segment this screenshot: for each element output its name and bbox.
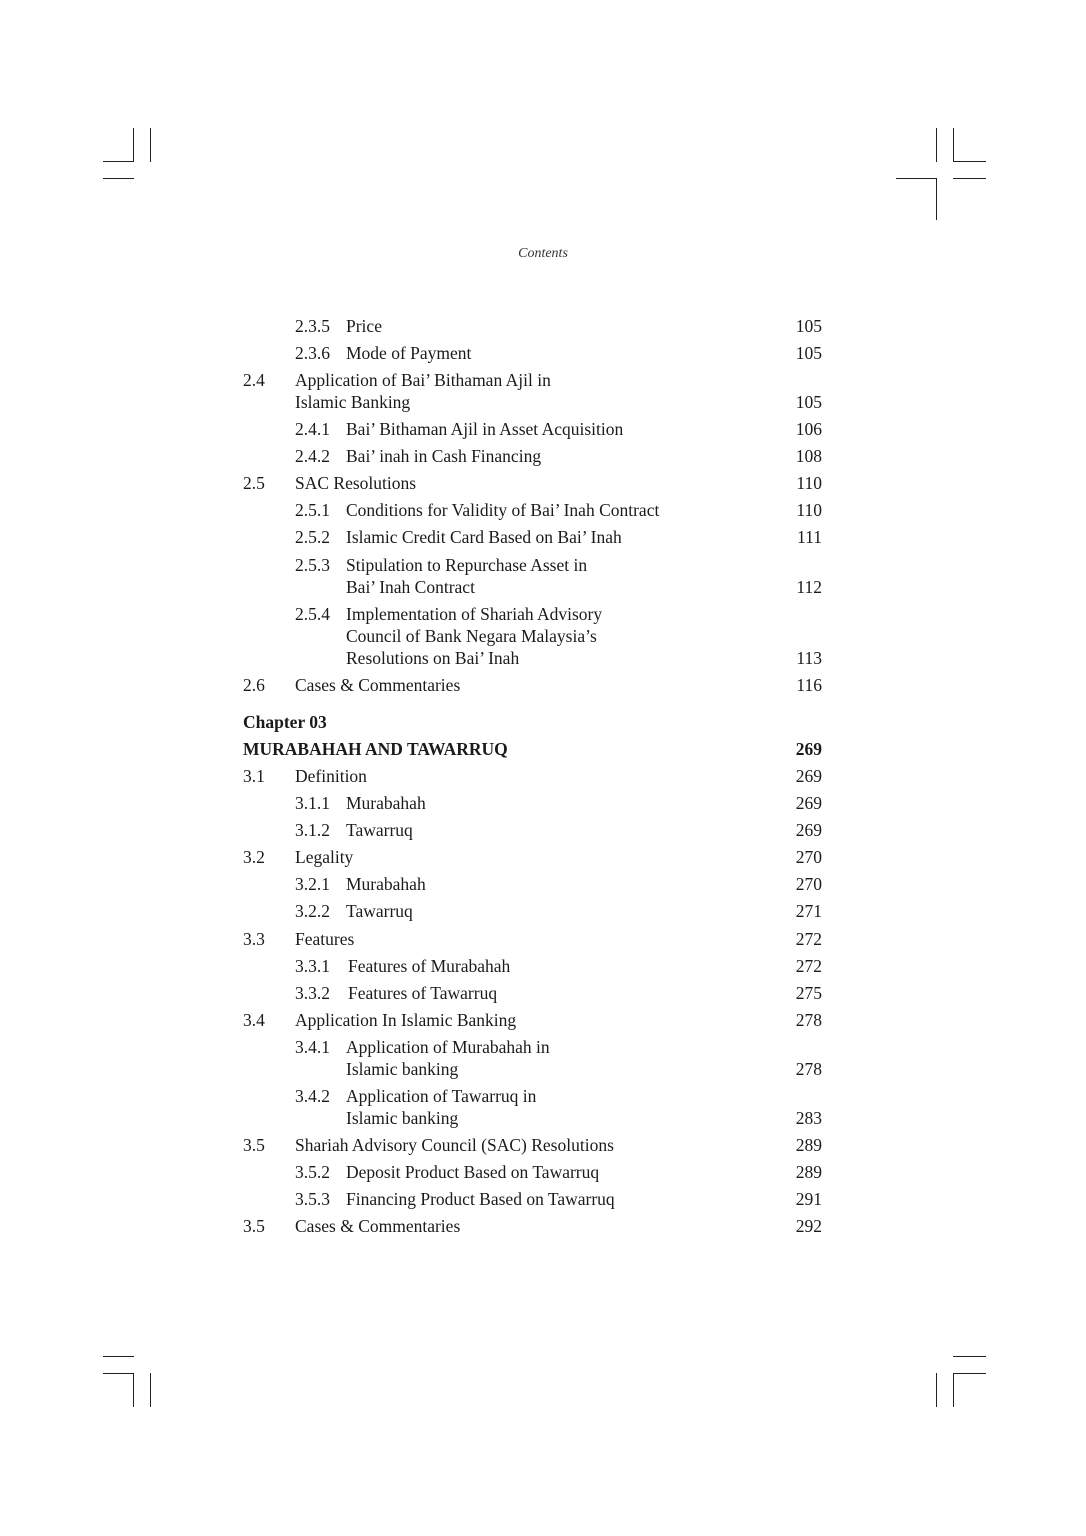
toc-entry-title: Shariah Advisory Council (SAC) Resolutions xyxy=(295,1135,614,1155)
toc-entry-page: 105 xyxy=(795,316,822,336)
toc-entry-title-line: Application of Bai’ Bithaman Ajil in xyxy=(295,370,551,390)
toc-entry-number: 3.2 xyxy=(243,847,265,867)
toc-entry-number: 3.1 xyxy=(243,766,265,786)
toc-entry-number: 3.3.2 xyxy=(295,983,330,1003)
toc-entry-title: Deposit Product Based on Tawarruq xyxy=(346,1162,600,1182)
toc-entry[interactable] xyxy=(0,1036,1086,1080)
toc-entry-title: Features of Murabahah xyxy=(348,956,511,976)
toc-entry-title-line: Islamic Banking xyxy=(295,392,411,412)
toc-entry-number: 3.3 xyxy=(243,929,265,949)
toc-entry-page: 111 xyxy=(797,527,822,547)
toc-entry-number: 2.6 xyxy=(243,675,265,695)
toc-entry-page: 270 xyxy=(795,874,822,894)
toc-entry-number: 3.4.2 xyxy=(295,1086,330,1106)
toc-entry-number: 2.3.5 xyxy=(295,316,330,336)
toc-entry-page: 272 xyxy=(795,956,822,976)
toc-entry-page: 271 xyxy=(795,901,822,921)
toc-entry-number: 2.4.2 xyxy=(295,446,330,466)
toc-entry-title: Cases & Commentaries xyxy=(295,1216,461,1236)
toc-entry-title-line: Bai’ Inah Contract xyxy=(346,577,475,597)
toc-entry-title: Bai’ Bithaman Ajil in Asset Acquisition xyxy=(346,419,624,439)
toc-entry-number: 2.5 xyxy=(243,473,265,493)
toc-entry-page: 110 xyxy=(796,500,822,520)
toc-entry-title: Murabahah xyxy=(346,793,426,813)
toc-entry-title-line: Application of Tawarruq in xyxy=(346,1086,537,1106)
toc-entry-page: 113 xyxy=(796,648,822,668)
toc-entry-page: 110 xyxy=(796,473,822,493)
toc-entry-page: 292 xyxy=(795,1216,822,1236)
toc-entry-page: 106 xyxy=(795,419,822,439)
toc-entry-title-line: Implementation of Shariah Advisory xyxy=(346,604,603,624)
toc-entry-number: 3.2.2 xyxy=(295,901,330,921)
toc-entry-number: 3.5.2 xyxy=(295,1162,330,1182)
toc-entry-page: 105 xyxy=(795,343,822,363)
toc-entry-title: Financing Product Based on Tawarruq xyxy=(346,1189,615,1209)
toc-entry-page: 272 xyxy=(795,929,822,949)
toc-entry-page: 105 xyxy=(795,392,822,412)
toc-entry-page: 278 xyxy=(795,1010,822,1030)
toc-entry[interactable] xyxy=(0,369,1086,413)
chapter-label: Chapter 03 xyxy=(243,712,327,732)
toc-entry-page: 112 xyxy=(796,577,822,597)
toc-entry-title: Features of Tawarruq xyxy=(348,983,498,1003)
toc-entry-page: 269 xyxy=(795,793,822,813)
toc-entry-number: 2.5.1 xyxy=(295,500,330,520)
toc-entry-title: Conditions for Validity of Bai’ Inah Contract xyxy=(346,500,660,520)
toc-entry-number: 2.5.2 xyxy=(295,527,330,547)
toc-entry-title-line: Resolutions on Bai’ Inah xyxy=(346,648,520,668)
toc-entry-page: 269 xyxy=(795,766,822,786)
toc-entry-number: 2.5.3 xyxy=(295,555,330,575)
toc-entry-number: 3.5 xyxy=(243,1135,265,1155)
toc-entry-number: 2.3.6 xyxy=(295,343,330,363)
chapter-title: MURABAHAH AND TAWARRUQ xyxy=(243,739,508,759)
toc-entry[interactable] xyxy=(0,1085,1086,1129)
toc-entry-title: Tawarruq xyxy=(346,901,413,921)
toc-entry-number: 3.1.1 xyxy=(295,793,330,813)
toc-entry-title: Definition xyxy=(295,766,367,786)
toc-entry-number: 2.4 xyxy=(243,370,265,390)
toc-entry-title: Application In Islamic Banking xyxy=(295,1010,517,1030)
toc-entry[interactable] xyxy=(0,554,1086,598)
toc-entry-number: 3.5.3 xyxy=(295,1189,330,1209)
toc-entry-page: 269 xyxy=(795,820,822,840)
toc-entry-title-line: Islamic banking xyxy=(346,1108,459,1128)
chapter-page: 269 xyxy=(795,739,822,759)
toc-entry-title-line: Stipulation to Repurchase Asset in xyxy=(346,555,588,575)
toc-entry-page: 270 xyxy=(795,847,822,867)
toc-entry-title: Legality xyxy=(295,847,354,867)
toc-entry-number: 3.3.1 xyxy=(295,956,330,976)
toc-entry-title-line: Council of Bank Negara Malaysia’s xyxy=(346,626,597,646)
toc-entry-title: Mode of Payment xyxy=(346,343,472,363)
toc-entry-page: 278 xyxy=(795,1059,822,1079)
toc-entry-page: 289 xyxy=(795,1162,822,1182)
toc-entry-number: 3.4 xyxy=(243,1010,265,1030)
toc-entry-number: 3.5 xyxy=(243,1216,265,1236)
toc-entry-title-line: Islamic banking xyxy=(346,1059,459,1079)
toc-entry-title: Islamic Credit Card Based on Bai’ Inah xyxy=(346,527,622,547)
toc-entry-page: 108 xyxy=(795,446,822,466)
toc-entry-title: Murabahah xyxy=(346,874,426,894)
toc-entry-number: 3.2.1 xyxy=(295,874,330,894)
toc-entry-number: 2.5.4 xyxy=(295,604,330,624)
toc-entry-page: 289 xyxy=(795,1135,822,1155)
toc-entry-page: 283 xyxy=(795,1108,822,1128)
toc-entry-title: SAC Resolutions xyxy=(295,473,417,493)
toc-entry-number: 3.1.2 xyxy=(295,820,330,840)
running-head: Contents xyxy=(518,246,568,261)
toc-entry-number: 2.4.1 xyxy=(295,419,330,439)
toc-entry-page: 116 xyxy=(796,675,822,695)
toc-entry-page: 291 xyxy=(795,1189,822,1209)
toc-entry-title: Tawarruq xyxy=(346,820,413,840)
toc-entry[interactable] xyxy=(0,603,1086,669)
toc-entry-title: Price xyxy=(346,316,382,336)
toc-entry-title-line: Application of Murabahah in xyxy=(346,1037,550,1057)
toc-entry-number: 3.4.1 xyxy=(295,1037,330,1057)
toc-entry-title: Bai’ inah in Cash Financing xyxy=(346,446,542,466)
toc-entry-title: Cases & Commentaries xyxy=(295,675,461,695)
toc-entry-page: 275 xyxy=(795,983,822,1003)
toc-entry-title: Features xyxy=(295,929,355,949)
